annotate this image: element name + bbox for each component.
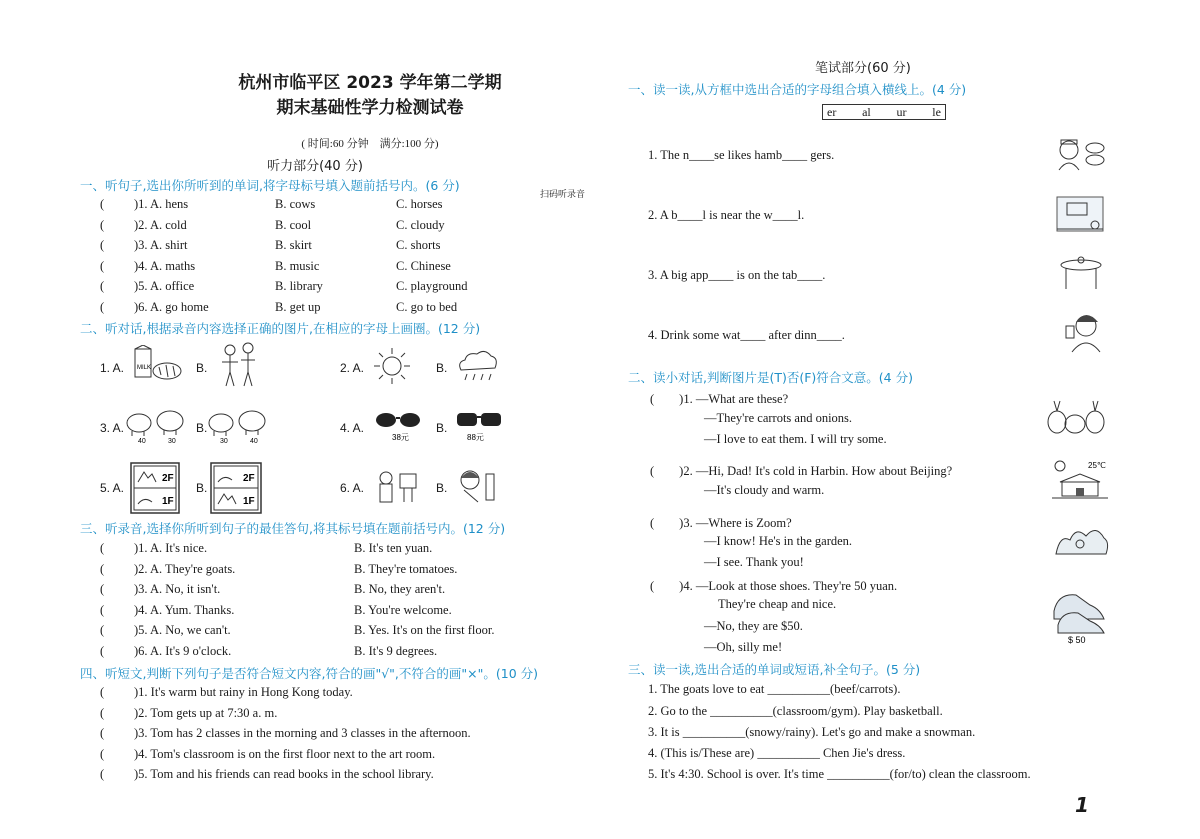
fill-item: 4. (This is/These are) __________ Chen Jie's dress. bbox=[648, 746, 906, 760]
shoes-picture bbox=[1050, 585, 1110, 645]
option-c: C. cloudy bbox=[396, 218, 445, 232]
written-section-1-heading: 一、读一读,从方框中选出合适的字母组合填入横线上。(4 分) bbox=[628, 82, 967, 97]
exam-title-line2: 期末基础性学力检测试卷 bbox=[276, 98, 464, 118]
dialogue-line: —I love to eat them. I will try some. bbox=[704, 432, 887, 446]
option-b: B. music bbox=[275, 259, 320, 273]
dialogue-line: ( )3. —Where is Zoom? bbox=[650, 516, 792, 530]
option-b: B. cool bbox=[275, 218, 312, 232]
page-number: 1 bbox=[1075, 793, 1089, 817]
list-item: ( )1. It's warm but rainy in Hong Kong today. bbox=[100, 685, 353, 699]
ball-wall-picture bbox=[1055, 195, 1105, 235]
list-item: ( )6. A. go home bbox=[100, 300, 209, 314]
fill-item: 5. It's 4:30. School is over. It's time __________(for/to) clean the classroom. bbox=[648, 767, 1031, 781]
option-b: B. library bbox=[275, 279, 323, 293]
floor-label: 1F bbox=[162, 496, 174, 507]
svg-text:MILK: MILK bbox=[137, 365, 152, 371]
sheep-40-30-picture bbox=[124, 405, 188, 445]
q5-option-a[interactable]: 5. A. bbox=[100, 481, 125, 495]
price-label: $ 50 bbox=[1068, 635, 1086, 645]
q6-option-a[interactable]: 6. A. bbox=[340, 481, 365, 495]
option-b: B. You're welcome. bbox=[354, 603, 452, 617]
fill-item: 4. Drink some wat____ after dinn____. bbox=[648, 328, 845, 342]
dialogue-line: ( )2. —Hi, Dad! It's cold in Harbin. How about Beijing? bbox=[650, 464, 953, 478]
option-c: C. horses bbox=[396, 197, 443, 211]
dialogue-line: They're cheap and nice. bbox=[718, 597, 837, 611]
listening-section-1-heading: 一、听句子,选出你所听到的单词,将字母标号填入题前括号内。(6 分) bbox=[80, 178, 460, 193]
floor-label: 2F bbox=[243, 473, 255, 484]
fill-item: 1. The goats love to eat __________(beef/carrots). bbox=[648, 682, 901, 696]
tiananmen-picture bbox=[1050, 458, 1110, 500]
apple-table-picture bbox=[1058, 255, 1104, 291]
list-item: ( )5. A. No, we can't. bbox=[100, 623, 231, 637]
dialogue-line: —They're carrots and onions. bbox=[704, 411, 853, 425]
dialogue-line: —I see. Thank you! bbox=[704, 555, 804, 569]
option-b: B. It's ten yuan. bbox=[354, 541, 433, 555]
q4-option-a[interactable]: 4. A. bbox=[340, 421, 365, 435]
dialogue-line: —I know! He's in the garden. bbox=[704, 534, 853, 548]
fill-item: 3. It is __________(snowy/rainy). Let's go and make a snowman. bbox=[648, 725, 976, 739]
milk-bread-picture bbox=[133, 345, 183, 383]
floor-label: 2F bbox=[162, 473, 174, 484]
letter-box bbox=[822, 104, 946, 120]
letter-option: le bbox=[932, 105, 941, 119]
option-b: B. It's 9 degrees. bbox=[354, 644, 438, 658]
vegetables-picture bbox=[1045, 398, 1107, 438]
cloud-rain-picture bbox=[455, 348, 501, 384]
list-item: ( )1. A. It's nice. bbox=[100, 541, 208, 555]
list-item: ( )2. Tom gets up at 7:30 a. m. bbox=[100, 706, 278, 720]
q6-option-b[interactable]: B. bbox=[436, 481, 448, 495]
floor-chart-b bbox=[210, 462, 262, 514]
floor-chart-a bbox=[130, 462, 180, 514]
fill-item: 1. The n____se likes hamb____ gers. bbox=[648, 148, 835, 162]
list-item: ( )4. A. Yum. Thanks. bbox=[100, 603, 235, 617]
q4-option-b[interactable]: B. bbox=[436, 421, 448, 435]
fill-item: 3. A big app____ is on the tab____. bbox=[648, 268, 826, 282]
dialogue-line: —Oh, silly me! bbox=[704, 640, 783, 654]
option-b: B. No, they aren't. bbox=[354, 582, 446, 596]
listening-part-title: 听力部分(40 分) bbox=[267, 159, 363, 174]
girl-picture bbox=[456, 468, 500, 504]
q5-option-b[interactable]: B. bbox=[196, 481, 208, 495]
number-label: 40 bbox=[250, 438, 258, 445]
number-label: 30 bbox=[220, 438, 228, 445]
list-item: ( )3. A. No, it isn't. bbox=[100, 582, 221, 596]
q2-option-b[interactable]: B. bbox=[436, 361, 448, 375]
option-c: C. shorts bbox=[396, 238, 441, 252]
option-b: B. They're tomatoes. bbox=[354, 562, 458, 576]
temperature-label: 25℃ bbox=[1088, 461, 1106, 470]
sunglasses-88-picture bbox=[455, 410, 505, 444]
option-c: C. playground bbox=[396, 279, 468, 293]
list-item: ( )2. A. They're goats. bbox=[100, 562, 236, 576]
dialogue-line: —It's cloudy and warm. bbox=[704, 483, 825, 497]
option-b: B. cows bbox=[275, 197, 316, 211]
list-item: ( )1. A. hens bbox=[100, 197, 189, 211]
list-item: ( )5. A. office bbox=[100, 279, 195, 293]
written-section-2-heading: 二、读小对话,判断图片是(T)否(F)符合文意。(4 分) bbox=[628, 370, 913, 385]
q3-option-a[interactable]: 3. A. bbox=[100, 421, 125, 435]
price-label: 88元 bbox=[467, 433, 484, 442]
list-item: ( )3. A. shirt bbox=[100, 238, 188, 252]
exam-title-line1: 杭州市临平区 2023 学年第二学期 bbox=[238, 73, 502, 93]
nurse-burger-picture bbox=[1055, 136, 1107, 172]
letter-option: al bbox=[862, 105, 871, 119]
q1-option-a[interactable]: 1. A. bbox=[100, 361, 125, 375]
listening-section-4-heading: 四、听短文,判断下列句子是否符合短文内容,符合的画"√",不符合的画"×"。(10 分) bbox=[80, 666, 538, 681]
list-item: ( )2. A. cold bbox=[100, 218, 187, 232]
girl-drinking-picture bbox=[1058, 312, 1104, 354]
price-label: 38元 bbox=[392, 433, 409, 442]
option-c: C. Chinese bbox=[396, 259, 451, 273]
list-item: ( )4. Tom's classroom is on the first floor next to the art room. bbox=[100, 747, 436, 761]
letter-option: er bbox=[827, 105, 837, 119]
q2-option-a[interactable]: 2. A. bbox=[340, 361, 365, 375]
scan-note: 扫码听录音 bbox=[540, 189, 586, 199]
dialogue-line: ( )4. —Look at those shoes. They're 50 yuan. bbox=[650, 579, 898, 593]
listening-section-2-heading: 二、听对话,根据录音内容选择正确的图片,在相应的字母上画圈。(12 分) bbox=[80, 321, 481, 336]
list-item: ( )3. Tom has 2 classes in the morning and 3 classes in the afternoon. bbox=[100, 726, 471, 740]
fill-item: 2. A b____l is near the w____l. bbox=[648, 208, 805, 222]
dialogue-line: —No, they are $50. bbox=[704, 619, 803, 633]
number-label: 40 bbox=[138, 438, 146, 445]
fill-item: 2. Go to the __________(classroom/gym). Play basketball. bbox=[648, 704, 943, 718]
option-b: B. skirt bbox=[275, 238, 312, 252]
written-part-title: 笔试部分(60 分) bbox=[815, 61, 911, 76]
option-b: B. Yes. It's on the first floor. bbox=[354, 623, 495, 637]
dialogue-line: ( )1. —What are these? bbox=[650, 392, 789, 406]
kids-picture bbox=[218, 342, 258, 388]
written-section-3-heading: 三、读一读,选出合适的单词或短语,补全句子。(5 分) bbox=[628, 662, 921, 677]
list-item: ( )5. Tom and his friends can read books in the school library. bbox=[100, 767, 434, 781]
q1-option-b[interactable]: B. bbox=[196, 361, 208, 375]
time-info: ( 时间:60 分钟 满分:100 分) bbox=[301, 138, 439, 150]
listening-section-3-heading: 三、听录音,选择你所听到句子的最佳答句,将其标号填在题前括号内。(12 分) bbox=[80, 521, 506, 536]
list-item: ( )6. A. It's 9 o'clock. bbox=[100, 644, 232, 658]
floor-label: 1F bbox=[243, 496, 255, 507]
garden-picture bbox=[1052, 520, 1110, 558]
q3-option-b[interactable]: B. bbox=[196, 421, 208, 435]
sun-picture bbox=[372, 346, 412, 386]
option-b: B. get up bbox=[275, 300, 321, 314]
letter-option: ur bbox=[896, 105, 907, 119]
option-c: C. go to bed bbox=[396, 300, 458, 314]
sunglasses-38-picture bbox=[374, 410, 424, 444]
sheep-30-40-picture bbox=[206, 405, 270, 445]
number-label: 30 bbox=[168, 438, 176, 445]
clothes-picture bbox=[376, 470, 420, 504]
list-item: ( )4. A. maths bbox=[100, 259, 196, 273]
